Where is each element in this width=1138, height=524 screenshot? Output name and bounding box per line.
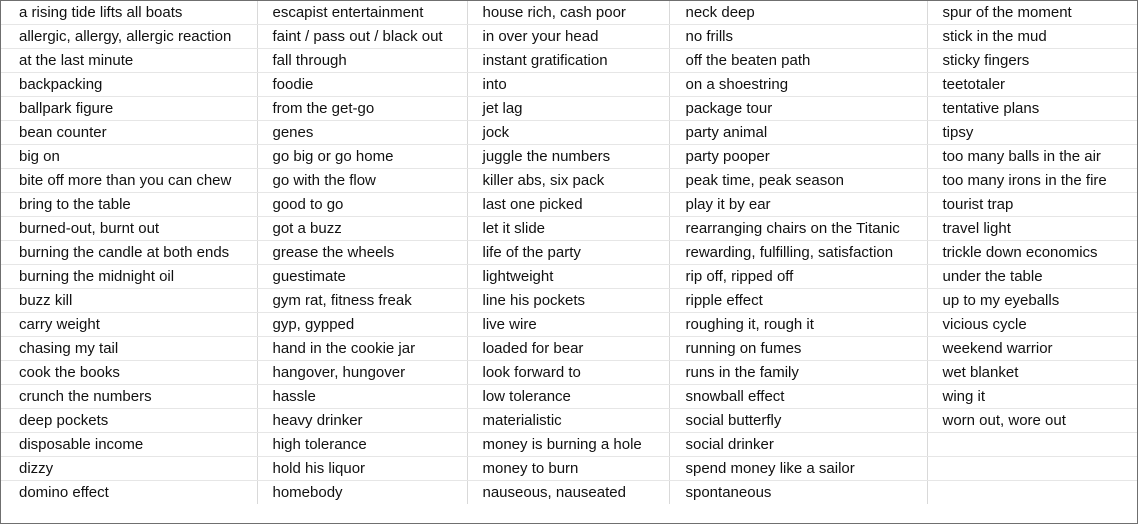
table-cell[interactable]: burned-out, burnt out — [1, 217, 257, 241]
table-cell[interactable]: roughing it, rough it — [669, 313, 927, 337]
table-row — [1, 97, 1137, 121]
table-cell[interactable]: too many balls in the air — [927, 145, 1137, 169]
table-cell[interactable]: killer abs, six pack — [467, 169, 669, 193]
table-cell[interactable]: rewarding, fulfilling, satisfaction — [669, 241, 927, 265]
table-cell[interactable]: social drinker — [669, 433, 927, 457]
table-row — [1, 217, 1137, 241]
table-cell[interactable]: tentative plans — [927, 97, 1137, 121]
table-cell[interactable]: buzz kill — [1, 289, 257, 313]
table-cell[interactable]: spend money like a sailor — [669, 457, 927, 481]
table-cell[interactable]: jet lag — [467, 97, 669, 121]
table-cell[interactable]: line his pockets — [467, 289, 669, 313]
table-row — [1, 169, 1137, 193]
table-cell[interactable]: bite off more than you can chew — [1, 169, 257, 193]
table-cell[interactable]: ripple effect — [669, 289, 927, 313]
table-cell[interactable]: hassle — [257, 385, 467, 409]
table-row — [1, 409, 1137, 433]
table-row — [1, 25, 1137, 49]
table-cell[interactable]: carry weight — [1, 313, 257, 337]
table-cell[interactable]: hangover, hungover — [257, 361, 467, 385]
table-row — [1, 433, 1137, 457]
table-cell[interactable]: tourist trap — [927, 193, 1137, 217]
table-cell[interactable]: running on fumes — [669, 337, 927, 361]
table-cell[interactable]: cook the books — [1, 361, 257, 385]
table-cell[interactable]: backpacking — [1, 73, 257, 97]
table-cell[interactable]: into — [467, 73, 669, 97]
table-cell[interactable]: big on — [1, 145, 257, 169]
table-cell[interactable]: bean counter — [1, 121, 257, 145]
table-cell[interactable]: stick in the mud — [927, 25, 1137, 49]
table-cell[interactable]: neck deep — [669, 1, 927, 25]
table-cell[interactable]: domino effect — [1, 481, 257, 505]
table-cell[interactable]: go with the flow — [257, 169, 467, 193]
table-cell[interactable]: hold his liquor — [257, 457, 467, 481]
table-cell[interactable]: jock — [467, 121, 669, 145]
table-cell[interactable]: deep pockets — [1, 409, 257, 433]
table-cell[interactable]: social butterfly — [669, 409, 927, 433]
table-cell[interactable]: wing it — [927, 385, 1137, 409]
table-cell[interactable]: worn out, wore out — [927, 409, 1137, 433]
table-cell[interactable]: high tolerance — [257, 433, 467, 457]
table-cell[interactable]: gyp, gypped — [257, 313, 467, 337]
table-cell[interactable]: chasing my tail — [1, 337, 257, 361]
table-cell[interactable]: genes — [257, 121, 467, 145]
table-cell[interactable]: instant gratification — [467, 49, 669, 73]
table-cell[interactable]: runs in the family — [669, 361, 927, 385]
table-cell[interactable]: package tour — [669, 97, 927, 121]
table-row — [1, 385, 1137, 409]
table-body — [1, 1, 1137, 504]
table-cell[interactable]: peak time, peak season — [669, 169, 927, 193]
table-cell[interactable]: fall through — [257, 49, 467, 73]
idioms-table — [1, 1, 1137, 504]
table-cell[interactable]: let it slide — [467, 217, 669, 241]
table-cell[interactable] — [927, 433, 1137, 457]
table-row — [1, 145, 1137, 169]
table-row — [1, 49, 1137, 73]
table-cell[interactable]: no frills — [669, 25, 927, 49]
table-cell[interactable]: guestimate — [257, 265, 467, 289]
table-cell[interactable]: play it by ear — [669, 193, 927, 217]
table-cell[interactable]: from the get-go — [257, 97, 467, 121]
table-cell[interactable]: snowball effect — [669, 385, 927, 409]
table-cell[interactable]: weekend warrior — [927, 337, 1137, 361]
table-cell[interactable]: under the table — [927, 265, 1137, 289]
table-cell[interactable]: look forward to — [467, 361, 669, 385]
table-cell[interactable]: wet blanket — [927, 361, 1137, 385]
table-row — [1, 289, 1137, 313]
table-cell[interactable]: bring to the table — [1, 193, 257, 217]
table-cell[interactable]: homebody — [257, 481, 467, 505]
table-cell[interactable]: in over your head — [467, 25, 669, 49]
table-cell[interactable]: juggle the numbers — [467, 145, 669, 169]
table-cell[interactable]: burning the midnight oil — [1, 265, 257, 289]
table-row — [1, 481, 1137, 505]
table-cell[interactable]: ballpark figure — [1, 97, 257, 121]
table-cell[interactable]: go big or go home — [257, 145, 467, 169]
table-cell[interactable]: party animal — [669, 121, 927, 145]
table-cell[interactable]: party pooper — [669, 145, 927, 169]
table-cell[interactable]: up to my eyeballs — [927, 289, 1137, 313]
table-cell[interactable]: nauseous, nauseated — [467, 481, 669, 505]
table-cell[interactable]: materialistic — [467, 409, 669, 433]
table-row — [1, 121, 1137, 145]
table-row — [1, 265, 1137, 289]
table-row — [1, 337, 1137, 361]
table-row — [1, 1, 1137, 25]
table-cell[interactable]: a rising tide lifts all boats — [1, 1, 257, 25]
table-cell[interactable]: too many irons in the fire — [927, 169, 1137, 193]
table-cell[interactable]: got a buzz — [257, 217, 467, 241]
table-cell[interactable]: house rich, cash poor — [467, 1, 669, 25]
table-cell[interactable] — [927, 481, 1137, 505]
table-cell[interactable]: sticky fingers — [927, 49, 1137, 73]
table-cell[interactable]: rip off, ripped off — [669, 265, 927, 289]
table-cell[interactable]: life of the party — [467, 241, 669, 265]
table-row — [1, 193, 1137, 217]
table-cell[interactable]: spontaneous — [669, 481, 927, 505]
table-cell[interactable]: faint / pass out / black out — [257, 25, 467, 49]
table-cell[interactable]: on a shoestring — [669, 73, 927, 97]
table-cell[interactable]: burning the candle at both ends — [1, 241, 257, 265]
table-cell[interactable]: good to go — [257, 193, 467, 217]
table-cell[interactable]: teetotaler — [927, 73, 1137, 97]
table-row — [1, 361, 1137, 385]
table-cell[interactable]: hand in the cookie jar — [257, 337, 467, 361]
table-cell[interactable]: disposable income — [1, 433, 257, 457]
table-cell[interactable]: lightweight — [467, 265, 669, 289]
table-cell[interactable]: foodie — [257, 73, 467, 97]
table-cell[interactable]: travel light — [927, 217, 1137, 241]
table-row — [1, 73, 1137, 97]
table-cell[interactable]: loaded for bear — [467, 337, 669, 361]
table-cell[interactable]: crunch the numbers — [1, 385, 257, 409]
table-cell[interactable]: vicious cycle — [927, 313, 1137, 337]
table-cell[interactable]: rearranging chairs on the Titanic — [669, 217, 927, 241]
table-cell[interactable]: heavy drinker — [257, 409, 467, 433]
table-cell[interactable]: off the beaten path — [669, 49, 927, 73]
table-row — [1, 457, 1137, 481]
table-cell[interactable]: money to burn — [467, 457, 669, 481]
table-row — [1, 241, 1137, 265]
table-cell[interactable]: at the last minute — [1, 49, 257, 73]
table-cell[interactable]: escapist entertainment — [257, 1, 467, 25]
table-cell[interactable]: tipsy — [927, 121, 1137, 145]
table-cell[interactable]: trickle down economics — [927, 241, 1137, 265]
table-cell[interactable]: live wire — [467, 313, 669, 337]
table-row — [1, 313, 1137, 337]
table-cell[interactable]: allergic, allergy, allergic reaction — [1, 25, 257, 49]
table-cell[interactable]: gym rat, fitness freak — [257, 289, 467, 313]
table-cell[interactable]: money is burning a hole — [467, 433, 669, 457]
table-cell[interactable]: last one picked — [467, 193, 669, 217]
table-cell[interactable]: low tolerance — [467, 385, 669, 409]
table-cell[interactable] — [927, 457, 1137, 481]
table-cell[interactable]: dizzy — [1, 457, 257, 481]
table-cell[interactable]: grease the wheels — [257, 241, 467, 265]
table-cell[interactable]: spur of the moment — [927, 1, 1137, 25]
